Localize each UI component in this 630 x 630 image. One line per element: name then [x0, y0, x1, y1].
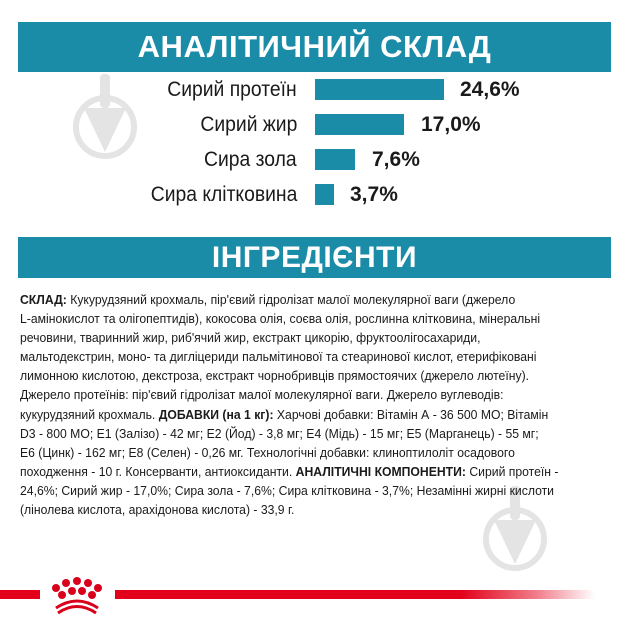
- ingredients-line: [20, 385, 612, 404]
- chart-value: 24,6%: [460, 78, 520, 101]
- ingredients-line: [20, 443, 612, 462]
- analytic-bar-chart: [0, 76, 630, 216]
- ingredients-heading: ДОБАВКИ (на 1 кг):: [158, 406, 274, 422]
- chart-row-protein: [0, 76, 630, 104]
- ingredients-line: [20, 366, 612, 385]
- ingredients-text-segment: (лінолева кислота, арахідонова кислота) - 33,9 г.: [20, 502, 295, 518]
- ingredients-line: [20, 328, 612, 347]
- royal-canin-crown-logo: [44, 576, 110, 616]
- ingredients-text-segment: D3 - 800 МО; Е1 (Залізо) - 42 мг; Е2 (Йод) - 3,8 мг; Е4 (Мідь) - 15 мг; Е5 (Марганець) - 55 мг;: [20, 425, 539, 441]
- chart-bar: [315, 184, 334, 205]
- ingredients-text-segment: Сирий протеїн -: [465, 463, 559, 479]
- ingredients-line: [20, 424, 612, 443]
- chart-label: Сирий протеїн: [167, 78, 297, 101]
- ingredients-text-segment: L-амінокислот та олігопептидів), кокосова олія, соєва олія, рослинна клітковина, мінеральні: [20, 311, 541, 327]
- chart-value: 17,0%: [421, 113, 481, 136]
- ingredients-header: ІНГРЕДІЄНТИ: [18, 237, 611, 278]
- ingredients-text-segment: Кукурудзяний крохмаль, пір'євий гідролізат малої молекулярної ваги (джерело: [66, 292, 516, 307]
- ingredients-line: [20, 309, 612, 328]
- ingredients-heading: СКЛАД:: [20, 292, 67, 307]
- ingredients-line: [20, 405, 612, 424]
- chart-value: 3,7%: [350, 183, 398, 206]
- ingredients-text-segment: мальтодекстрин, моно- та дигліцериди пальмітинової та стеаринової кислот, етерифіковані: [20, 349, 537, 365]
- ingredients-text-segment: походження - 10 г. Консерванти, антиоксиданти.: [20, 463, 296, 479]
- ingredients-line: [20, 500, 612, 519]
- chart-label: Сира клітковина: [150, 183, 297, 206]
- ingredients-text-segment: Харчові добавки: Вітамін А - 36 500 МО; Вітамін: [273, 406, 549, 422]
- ingredients-line: [20, 481, 612, 500]
- brand-stripe-left: [0, 590, 40, 599]
- ingredients-text: [20, 290, 612, 519]
- chart-label: Сира зола: [204, 148, 297, 171]
- brand-stripe-right: [115, 590, 595, 599]
- chart-row-fat: [0, 111, 630, 139]
- ingredients-heading: АНАЛІТИЧНІ КОМПОНЕНТИ:: [295, 463, 466, 479]
- chart-bar: [315, 149, 355, 170]
- ingredients-text-segment: кукурудзяний крохмаль.: [20, 406, 159, 422]
- chart-row-ash: [0, 146, 630, 174]
- ingredients-text-segment: Е6 (Цинк) - 162 мг; Е8 (Селен) - 0,26 мг. Технологічні добавки: клиноптилоліт осадового: [20, 444, 515, 460]
- ingredients-text-segment: лимонною кислотою, декстроза, екстракт чорнобривців прямостоячих (джерело лютеїну).: [20, 368, 530, 384]
- chart-bar: [315, 114, 404, 135]
- chart-label: Сирий жир: [200, 113, 297, 136]
- ingredients-line: [20, 347, 612, 366]
- ingredients-text-segment: Джерело протеїнів: пір'євий гідролізат малої молекулярної ваги. Джерело вуглеводів:: [20, 387, 504, 403]
- ingredients-line: [20, 462, 612, 481]
- ingredients-line: [20, 290, 612, 309]
- ingredients-text-segment: речовини, тваринний жир, риб'ячий жир, екстракт цикорію, фруктоолігосахариди,: [20, 330, 481, 346]
- ingredients-text-segment: 24,6%; Сирий жир - 17,0%; Сира зола - 7,6%; Сира клітковина - 3,7%; Незамінні жирні кислоти: [20, 482, 554, 498]
- chart-bar: [315, 79, 444, 100]
- chart-value: 7,6%: [372, 148, 420, 171]
- analytic-composition-header: АНАЛІТИЧНИЙ СКЛАД: [18, 22, 611, 72]
- chart-row-fiber: [0, 181, 630, 209]
